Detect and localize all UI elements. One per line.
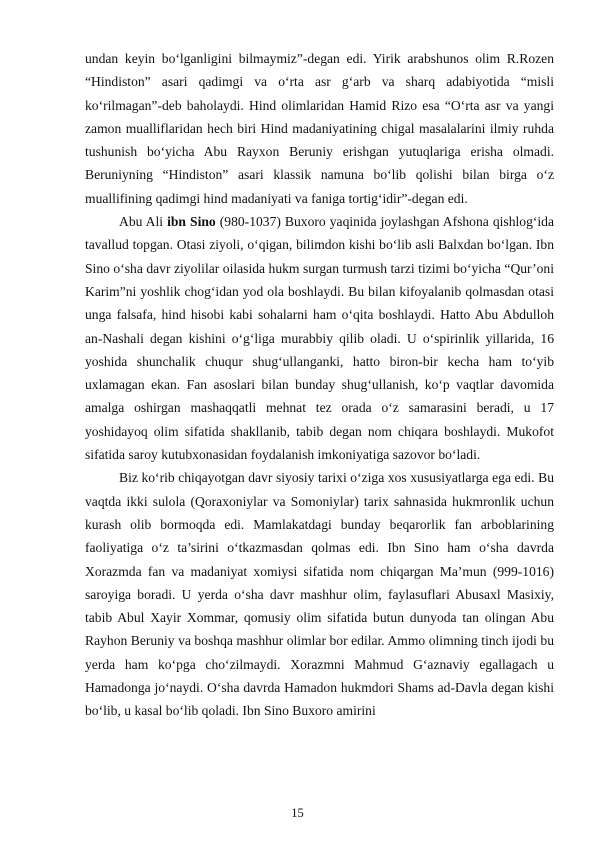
- paragraph-lead-text: Abu Ali: [119, 214, 168, 230]
- bold-name-ibn-sino: ibn Sino: [167, 214, 216, 230]
- document-body: [85, 47, 554, 723]
- paragraph-ibn-sino-biography: [85, 210, 554, 466]
- paragraph-political-history: Biz ko‘rib chiqayotgan davr siyosiy tarixi o‘ziga xos xususiyatlarga ega edi. Bu vaqtda ikki sulola (Qoraxoniylar va Somoniylar) tarix sahnasida hukmronlik uchun kurash olib bormoqda edi. Mamlakatdagi bunday beqarorlik fan arboblarining faoliyatiga o‘z ta’sirini o‘tkazmasdan qolmas edi. Ibn Sino ham o‘sha davrda Xorazmda fan va madaniyat xomiysi sifatida nom chiqargan Ma’mun (999-1016) saroyiga boradi. U yerda o‘sha davr mashhur olim, faylasuflari Abusaxl Masixiy, tabib Abul Xayir Xommar, qomusiy olim sifatida butun dunyoda tan olingan Abu Rayhon Beruniy va boshqa mashhur olimlar bor edilar. Ammo olimning tinch ijodi bu yerda ham ko‘pga cho‘zilmaydi. Xorazmni Mahmud G‘aznaviy egallagach u Hamadonga jo‘naydi. O‘sha davrda Hamadon hukmdori Shams ad-Davla degan kishi bo‘lib, u kasal bo‘lib qoladi. Ibn Sino Buxoro amirini: [85, 470, 554, 719]
- paragraph-beruniy-assessment: undan keyin bo‘lganligini bilmaymiz”-degan edi. Yirik arabshunos olim R.Rozen “Hindiston” asari qadimgi va o‘rta asr g‘arb va sharq adabiyotida “misli ko‘rilmagan”-deb baholaydi. Hind olimlaridan Hamid Rizo esa “O‘rta asr va yangi zamon mualliflaridan hech biri Hind madaniyatining chigal masalalarini ilmiy ruhda tushunish bo‘yicha Abu Rayxon Beruniy erishgan yutuqlariga erisha olmadi. Beruniyning “Hindiston” asari klassik namuna bo‘lib qolishi bilan birga o‘z muallifining qadimgi hind madaniyati va faniga tortig‘idir”-degan edi.: [85, 51, 554, 206]
- paragraph-body-text: (980-1037) Buxoro yaqinida joylashgan Afshona qishlog‘ida tavallud topgan. Otasi ziyoli, o‘qigan, bilimdon kishi bo‘lib asli Balxdan bo‘lgan. Ibn Sino o‘sha davr ziyolilar oilasida hukm surgan turmush tarzi tizimi bo‘yicha “Qur’oni Karim”ni yoshlik chog‘idan yod ola boshlaydi. Bu bilan kifoyalanib qolmasdan otasi unga falsafa, hind hisobi kabi sohalarni ham o‘qita boshlaydi. Hatto Abu Abdulloh an-Nashali degan kishini o‘g‘liga murabbiy qilib oladi. U o‘spirinlik yillarida, 16 yoshida shunchalik chuqur shug‘ullanganki, hatto biron-bir kecha ham to‘yib uxlamagan ekan. Fan asoslari bilan bunday shug‘ullanish, ko‘p vaqtlar davomida amalga oshirgan mashaqqatli mehnat tez orada o‘z samarasini beradi, u 17 yoshidayoq olim sifatida shakllanib, tabib degan nom chiqara boshlaydi. Mukofot sifatida saroy kutubxonasidan foydalanish imkoniyatiga sazovor bo‘ladi.: [85, 214, 554, 463]
- page-number: 15: [291, 806, 304, 820]
